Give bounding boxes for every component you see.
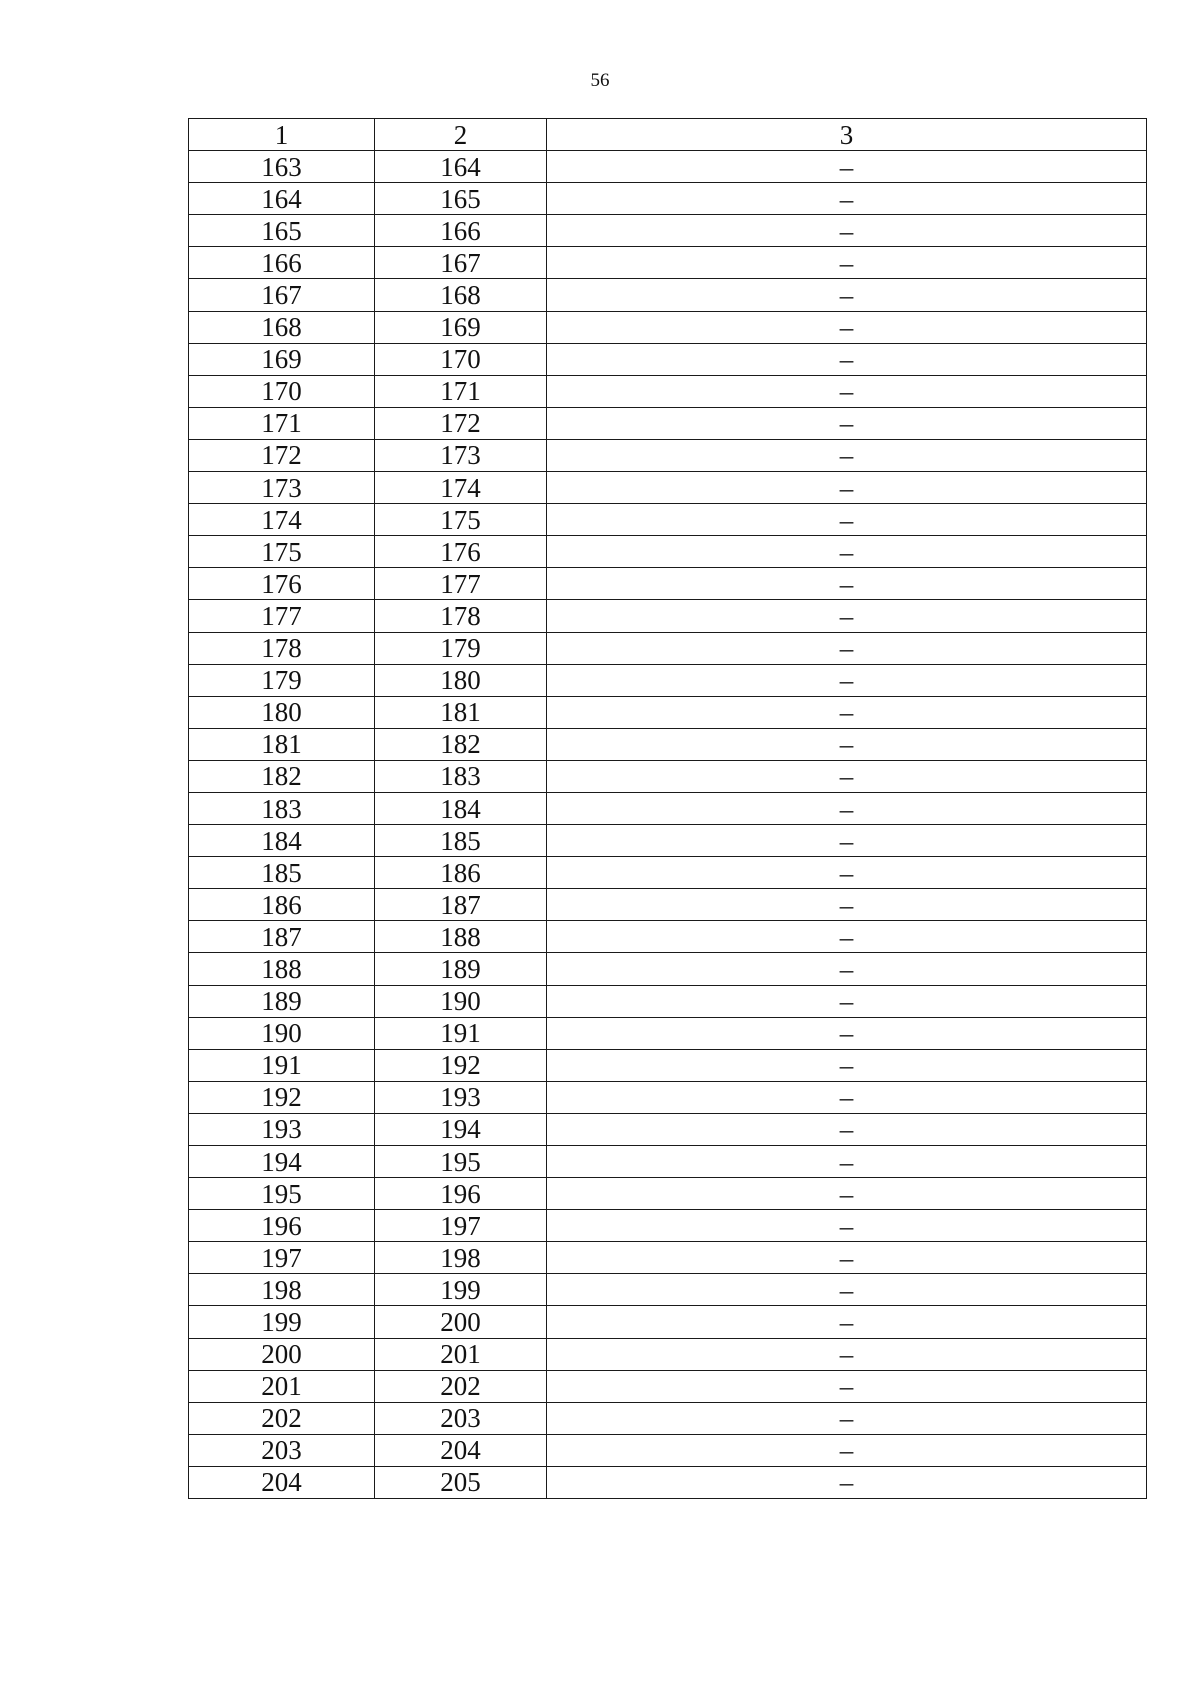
table-cell: – [547, 183, 1147, 215]
table-cell: 168 [189, 311, 375, 343]
table-row [189, 439, 1147, 471]
table-cell: – [547, 792, 1147, 824]
table-cell: 168 [375, 279, 547, 311]
table-row [189, 407, 1147, 439]
page-number: 56 [590, 70, 610, 91]
table-cell: – [547, 1242, 1147, 1274]
table-cell: 192 [375, 1049, 547, 1081]
table-row [189, 632, 1147, 664]
table-cell: – [547, 472, 1147, 504]
table-cell: 193 [375, 1081, 547, 1113]
table-row [189, 600, 1147, 632]
table-row [189, 1434, 1147, 1466]
table-row [189, 1242, 1147, 1274]
table-cell: 202 [375, 1370, 547, 1402]
table-cell: 202 [189, 1402, 375, 1434]
table-cell: 193 [189, 1113, 375, 1145]
table-cell: 195 [375, 1146, 547, 1178]
table-row [189, 568, 1147, 600]
table-cell: 186 [189, 889, 375, 921]
table-cell: 167 [189, 279, 375, 311]
table-row [189, 247, 1147, 279]
table-row [189, 1017, 1147, 1049]
table-row [189, 311, 1147, 343]
table-cell: – [547, 696, 1147, 728]
table-cell: 184 [189, 825, 375, 857]
table-cell: – [547, 215, 1147, 247]
table-cell: 192 [189, 1081, 375, 1113]
table-cell: 176 [375, 536, 547, 568]
table-cell: 198 [375, 1242, 547, 1274]
table-row [189, 1178, 1147, 1210]
table-cell: 177 [375, 568, 547, 600]
table-cell: 185 [375, 825, 547, 857]
table-cell: – [547, 728, 1147, 760]
table-cell: – [547, 504, 1147, 536]
table-cell: – [547, 439, 1147, 471]
table-cell: 197 [189, 1242, 375, 1274]
table-cell: 187 [189, 921, 375, 953]
table-row [189, 664, 1147, 696]
table-body [189, 151, 1147, 1499]
table-row [189, 472, 1147, 504]
table-row [189, 279, 1147, 311]
table-cell: 181 [189, 728, 375, 760]
table-cell: 182 [375, 728, 547, 760]
table-cell: – [547, 1049, 1147, 1081]
table-cell: 170 [189, 375, 375, 407]
table-cell: 199 [375, 1274, 547, 1306]
table-row [189, 1081, 1147, 1113]
table-cell: 201 [189, 1370, 375, 1402]
table-cell: 172 [189, 439, 375, 471]
table-cell: 165 [375, 183, 547, 215]
table-cell: – [547, 1338, 1147, 1370]
table-cell: – [547, 1274, 1147, 1306]
table-row [189, 1210, 1147, 1242]
table-row [189, 985, 1147, 1017]
table-row [189, 536, 1147, 568]
table-cell: 191 [375, 1017, 547, 1049]
table-cell: 179 [375, 632, 547, 664]
table-cell: – [547, 985, 1147, 1017]
table-cell: 204 [375, 1434, 547, 1466]
table-cell: – [547, 407, 1147, 439]
table-row [189, 215, 1147, 247]
table-cell: 196 [189, 1210, 375, 1242]
table-cell: 175 [375, 504, 547, 536]
table-cell: 182 [189, 760, 375, 792]
table-cell: – [547, 279, 1147, 311]
table-cell: – [547, 1017, 1147, 1049]
table-row [189, 183, 1147, 215]
table-row [189, 792, 1147, 824]
table-cell: 170 [375, 343, 547, 375]
table-cell: 181 [375, 696, 547, 728]
table-cell: 173 [189, 472, 375, 504]
table-cell: 164 [375, 151, 547, 183]
table-cell: 188 [189, 953, 375, 985]
table-header-row [189, 119, 1147, 151]
table-cell: 179 [189, 664, 375, 696]
table-row [189, 1113, 1147, 1145]
table-cell: 189 [189, 985, 375, 1017]
table-cell: – [547, 953, 1147, 985]
table-cell: 187 [375, 889, 547, 921]
table-cell: 198 [189, 1274, 375, 1306]
table-row [189, 1338, 1147, 1370]
table-cell: – [547, 1146, 1147, 1178]
column-header-1: 1 [189, 119, 375, 151]
table-cell: 178 [375, 600, 547, 632]
table-cell: 169 [189, 343, 375, 375]
table-row [189, 151, 1147, 183]
table-cell: 204 [189, 1466, 375, 1498]
table-cell: 196 [375, 1178, 547, 1210]
table-cell: 163 [189, 151, 375, 183]
table-cell: 184 [375, 792, 547, 824]
table-cell: 173 [375, 439, 547, 471]
table-row [189, 728, 1147, 760]
table-cell: – [547, 889, 1147, 921]
table-cell: – [547, 1306, 1147, 1338]
table-row [189, 1049, 1147, 1081]
table-row [189, 760, 1147, 792]
table-cell: 185 [189, 857, 375, 889]
table-cell: – [547, 311, 1147, 343]
table-row [189, 953, 1147, 985]
table-cell: 186 [375, 857, 547, 889]
table-cell: 164 [189, 183, 375, 215]
table-row [189, 889, 1147, 921]
table-cell: 178 [189, 632, 375, 664]
table-cell: 174 [189, 504, 375, 536]
table-cell: 194 [375, 1113, 547, 1145]
table-cell: 199 [189, 1306, 375, 1338]
table-cell: – [547, 760, 1147, 792]
table-row [189, 1466, 1147, 1498]
table-cell: – [547, 151, 1147, 183]
table-cell: 200 [189, 1338, 375, 1370]
table-row [189, 504, 1147, 536]
table-cell: – [547, 857, 1147, 889]
table-cell: 194 [189, 1146, 375, 1178]
table-cell: – [547, 1434, 1147, 1466]
table-cell: – [547, 1370, 1147, 1402]
table-cell: 183 [375, 760, 547, 792]
table-cell: – [547, 825, 1147, 857]
table-cell: 176 [189, 568, 375, 600]
table-cell: 203 [375, 1402, 547, 1434]
table-cell: 180 [189, 696, 375, 728]
table-cell: 166 [189, 247, 375, 279]
table-cell: 195 [189, 1178, 375, 1210]
table-cell: 197 [375, 1210, 547, 1242]
table-cell: 167 [375, 247, 547, 279]
table-cell: – [547, 632, 1147, 664]
table-cell: 177 [189, 600, 375, 632]
column-header-2: 2 [375, 119, 547, 151]
table-cell: – [547, 1081, 1147, 1113]
table-cell: 166 [375, 215, 547, 247]
table-cell: – [547, 1178, 1147, 1210]
table-row [189, 343, 1147, 375]
table-row [189, 1306, 1147, 1338]
table-cell: 174 [375, 472, 547, 504]
table-cell: – [547, 536, 1147, 568]
table-cell: 180 [375, 664, 547, 696]
table-cell: – [547, 921, 1147, 953]
table-row [189, 696, 1147, 728]
table-cell: 175 [189, 536, 375, 568]
table-cell: – [547, 247, 1147, 279]
table-cell: 165 [189, 215, 375, 247]
table-row [189, 857, 1147, 889]
table-cell: 172 [375, 407, 547, 439]
table-row [189, 825, 1147, 857]
table-cell: – [547, 664, 1147, 696]
table-cell: 190 [189, 1017, 375, 1049]
table-row [189, 1146, 1147, 1178]
table-cell: 183 [189, 792, 375, 824]
table-cell: – [547, 1402, 1147, 1434]
table-cell: 171 [189, 407, 375, 439]
table-cell: 190 [375, 985, 547, 1017]
table-cell: 201 [375, 1338, 547, 1370]
table-cell: – [547, 1210, 1147, 1242]
table-cell: 171 [375, 375, 547, 407]
table-cell: 203 [189, 1434, 375, 1466]
table-cell: – [547, 375, 1147, 407]
table-cell: – [547, 1466, 1147, 1498]
table-cell: 169 [375, 311, 547, 343]
column-header-3: 3 [547, 119, 1147, 151]
table-row [189, 1370, 1147, 1402]
table-cell: – [547, 343, 1147, 375]
table-cell: 188 [375, 921, 547, 953]
table-row [189, 1402, 1147, 1434]
data-table [188, 118, 1147, 1499]
table-row [189, 921, 1147, 953]
table-cell: – [547, 568, 1147, 600]
table-cell: 200 [375, 1306, 547, 1338]
table-cell: 189 [375, 953, 547, 985]
table-row [189, 1274, 1147, 1306]
table-cell: – [547, 1113, 1147, 1145]
table-cell: 205 [375, 1466, 547, 1498]
table-cell: – [547, 600, 1147, 632]
table-cell: 191 [189, 1049, 375, 1081]
table-row [189, 375, 1147, 407]
